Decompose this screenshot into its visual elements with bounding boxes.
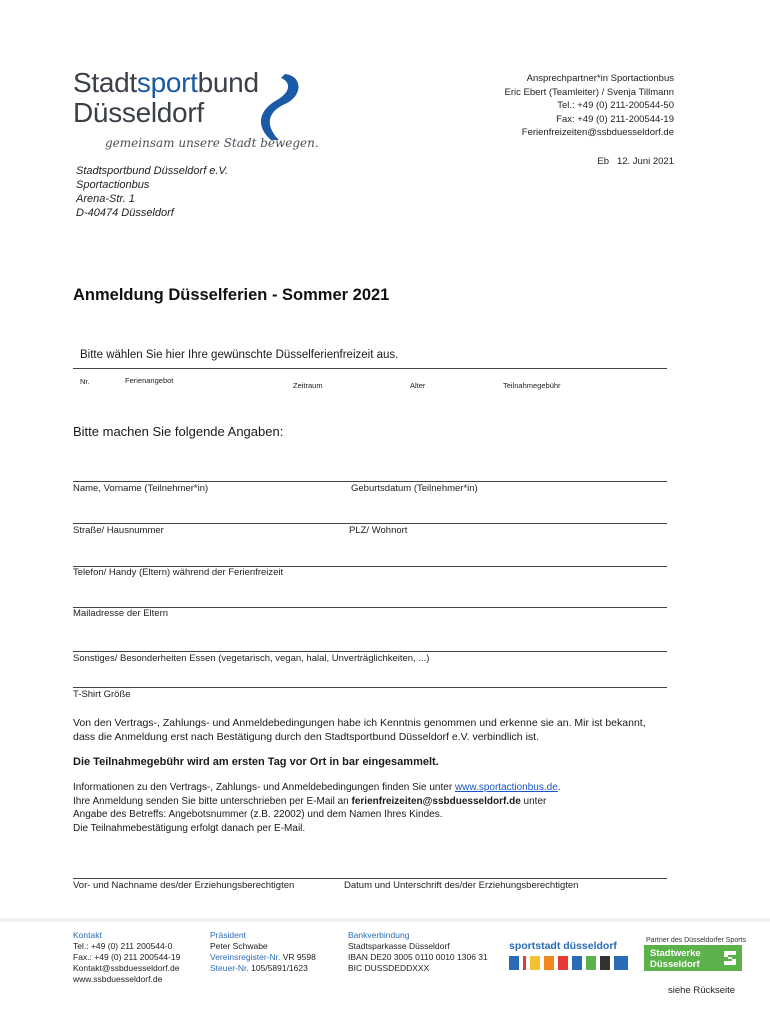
mail-label: Mailadresse der Eltern	[73, 608, 169, 619]
shirt-field[interactable]	[73, 687, 667, 688]
initials: Eb	[597, 156, 610, 167]
footer-praesident: Präsident Peter Schwabe Vereinsregister-Nr. VR 9598 Steuer-Nr. 105/5891/1623	[210, 930, 316, 973]
logo-wordmark-line1: Stadtsportbund	[73, 67, 259, 98]
name-field[interactable]	[73, 481, 667, 482]
selection-intro: Bitte wählen Sie hier Ihre gewünschte Düsselferienfreizeit aus.	[80, 349, 399, 361]
sportstadt-wordmark: sportstadt düsseldorf	[509, 940, 617, 952]
sportactionbus-link[interactable]: www.sportactionbus.de	[454, 782, 558, 793]
shirt-label: T-Shirt Größe	[73, 689, 131, 700]
birthdate-label: Geburtsdatum (Teilnehmer*in)	[351, 483, 478, 494]
sportstadt-logo	[509, 940, 635, 970]
terms-text: Von den Vertrags-, Zahlungs- und Anmeldebedingungen habe ich Kenntnis genommen und erkenne sie an. Mir ist bekannt, dass die Anmeldung erst nach Bestätigung durch den Stadtsportbund Düsseldorf e.V. verbindlich ist.	[73, 717, 646, 743]
contact-heading: Ansprechpartner*in Sportactionbus	[526, 73, 674, 84]
logo-slogan: gemeinsam unsere Stadt bewegen.	[105, 136, 319, 150]
footer-kontakt: Kontakt Tel.: +49 (0) 211 200544-0 Fax.: +49 (0) 211 200544-19 Kontakt@ssbduesseldorf.de www.ssbduesseldorf.de	[73, 930, 181, 984]
date-sign-label: Datum und Unterschrift des/der Erziehungsberechtigten	[344, 880, 579, 891]
phone-label: Telefon/ Handy (Eltern) während der Ferienfreizeit	[73, 567, 284, 578]
overleaf-note: siehe Rückseite	[668, 985, 736, 996]
contact-email[interactable]: Ferienfreizeiten@ssbduesseldorf.de	[521, 127, 674, 138]
stadtwerke-mark-icon	[722, 949, 738, 967]
street-label: Straße/ Hausnummer	[73, 525, 164, 536]
footer-email[interactable]: Kontakt@ssbduesseldorf.de	[73, 963, 180, 973]
street-field[interactable]	[73, 523, 667, 524]
name-label: Name, Vorname (Teilnehmer*in)	[73, 483, 209, 494]
letter-date: 12. Juni 2021	[616, 156, 674, 167]
footer-bank: Bankverbindung Stadtsparkasse Düsseldorf IBAN DE20 3005 0110 0010 1306 31 BIC DUSSDEDDXXX	[348, 930, 488, 973]
footer-website[interactable]: www.ssbduesseldorf.de	[73, 974, 163, 984]
info-block	[73, 781, 673, 835]
subject-line: Angabe des Betreffs: Angebotsnummer (z.B. 22002) und dem Namen Ihres Kindes.	[73, 809, 443, 820]
col-zeitraum: Zeitraum	[293, 381, 323, 390]
signature-field[interactable]	[73, 878, 667, 879]
form-heading: Bitte machen Sie folgende Angaben:	[73, 424, 284, 439]
partner-heading: Partner des Düsseldorfer Sports	[646, 937, 746, 944]
other-field[interactable]	[73, 651, 667, 652]
confirm-line: Die Teilnahmebestätigung erfolgt danach per E-Mail.	[73, 822, 306, 834]
other-label: Sonstiges/ Besonderheiten Essen (vegetarisch, vegan, halal, Unverträglichkeiten, ...)	[73, 653, 430, 664]
footer-divider	[0, 918, 770, 922]
contact-tel: Tel.: +49 (0) 211-200544-50	[557, 100, 674, 111]
contact-block	[505, 72, 674, 140]
zip-label: PLZ/ Wohnort	[349, 525, 408, 536]
send-email[interactable]: ferienfreizeiten@ssbduesseldorf.de	[351, 795, 521, 807]
col-alter: Alter	[410, 381, 426, 390]
ssb-logo	[73, 68, 333, 158]
logo-swoosh-icon	[245, 70, 305, 142]
logo-wordmark-line2: Düsseldorf	[73, 97, 204, 128]
col-teilnahmegebuehr: Teilnahmegebühr	[503, 381, 561, 390]
contact-persons: Eric Ebert (Teamleiter) / Svenja Tillmann	[504, 86, 674, 98]
sportstadt-color-bars	[509, 956, 635, 970]
page-title: Anmeldung Düsselferien - Sommer 2021	[73, 286, 390, 304]
col-nr: Nr.	[80, 377, 90, 386]
guardian-name-label: Vor- und Nachname des/der Erziehungsberechtigten	[73, 880, 295, 891]
sender-address: Stadtsportbund Düsseldorf e.V. Sportactionbus Arena-Str. 1 D-40474 Düsseldorf	[76, 165, 229, 219]
send-line: Ihre Anmeldung senden Sie bitte unterschrieben per E-Mail an ferienfreizeiten@ssbduesseldorf.de unter	[73, 795, 547, 807]
info-line: Informationen zu den Vertrags-, Zahlungs- und Anmeldebedingungen finden Sie unter www.sportactionbus.de.	[73, 782, 561, 793]
date-line	[597, 156, 674, 167]
payment-notice: Die Teilnahmegebühr wird am ersten Tag vor Ort in bar eingesammelt.	[73, 756, 439, 768]
col-ferienangebot: Ferienangebot	[125, 376, 174, 385]
stadtwerke-logo: Stadtwerke Düsseldorf	[644, 945, 742, 971]
selection-rule	[73, 368, 667, 369]
contact-fax: Fax: +49 (0) 211-200544-19	[556, 113, 674, 125]
